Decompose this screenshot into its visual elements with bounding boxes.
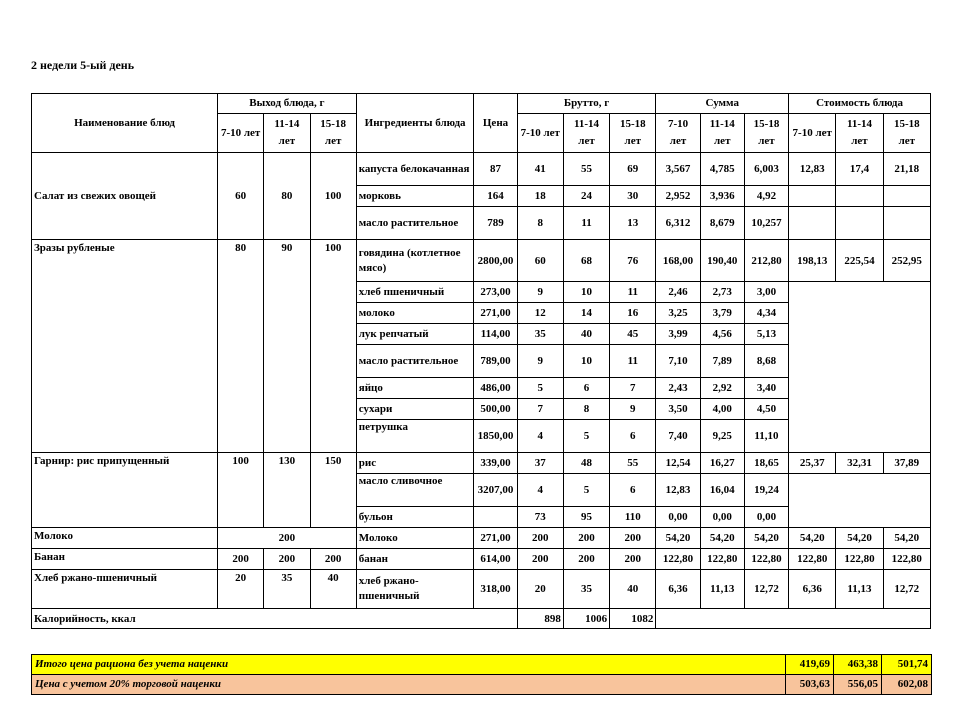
cost-value: 225,54	[836, 240, 883, 282]
calories-row	[32, 609, 931, 629]
total-no-markup-row	[32, 655, 932, 675]
header-dish-name: Наименование блюд	[32, 94, 218, 153]
sum-value: 7,89	[700, 345, 744, 378]
age-yield-11-14: 11-14 лет	[264, 114, 310, 153]
gross-value: 4	[517, 420, 563, 453]
ingredient-name: морковь	[356, 186, 474, 207]
header-row	[32, 94, 931, 114]
gross-value: 35	[563, 570, 609, 609]
sum-value: 12,54	[656, 453, 700, 474]
gross-value: 60	[517, 240, 563, 282]
header-dish-cost: Стоимость блюда	[789, 94, 931, 114]
dish-name: Хлеб ржано-пшеничный	[32, 570, 218, 609]
age-sum-15-18: 15-18 лет	[744, 114, 788, 153]
sum-value: 18,65	[744, 453, 788, 474]
cost-value: 32,31	[836, 453, 883, 474]
sum-value: 16,27	[700, 453, 744, 474]
sum-value: 3,936	[700, 186, 744, 207]
header-yield: Выход блюда, г	[218, 94, 357, 114]
price-value: 87	[474, 153, 517, 186]
cost-value: 54,20	[883, 528, 930, 549]
sum-value: 0,00	[656, 507, 700, 528]
sum-value: 4,92	[744, 186, 788, 207]
sum-value: 3,25	[656, 303, 700, 324]
ingredient-name: масло растительное	[356, 345, 474, 378]
price-value: 1850,00	[474, 420, 517, 453]
empty-cell	[789, 186, 836, 207]
ingredient-name: сухари	[356, 399, 474, 420]
yield-value: 40	[310, 570, 356, 609]
calories-value: 898	[517, 609, 563, 629]
cost-value: 198,13	[789, 240, 836, 282]
sum-value: 2,46	[656, 282, 700, 303]
sum-value: 212,80	[744, 240, 788, 282]
gross-value: 20	[517, 570, 563, 609]
total-no-markup-value: 463,38	[834, 655, 882, 675]
yield-value: 80	[264, 153, 310, 240]
empty-cell	[883, 207, 930, 240]
gross-value: 7	[517, 399, 563, 420]
price-value: 273,00	[474, 282, 517, 303]
ingredient-name: хлеб ржано-пшеничный	[356, 570, 474, 609]
age-yield-15-18: 15-18 лет	[310, 114, 356, 153]
gross-value: 200	[610, 528, 656, 549]
sum-value: 11,10	[744, 420, 788, 453]
gross-value: 5	[563, 474, 609, 507]
calories-label: Калорийность, ккал	[32, 609, 518, 629]
table-row	[32, 453, 931, 474]
ingredient-name: масло растительное	[356, 207, 474, 240]
gross-value: 73	[517, 507, 563, 528]
yield-value: 200	[218, 528, 357, 549]
page-title: 2 недели 5-ый день	[31, 58, 135, 72]
yield-value: 200	[264, 549, 310, 570]
gross-value: 11	[563, 207, 609, 240]
cost-value: 122,80	[883, 549, 930, 570]
empty-cell	[656, 609, 931, 629]
gross-value: 40	[563, 324, 609, 345]
gross-value: 11	[610, 282, 656, 303]
ingredient-name: рис	[356, 453, 474, 474]
price-value: 3207,00	[474, 474, 517, 507]
ingredient-name: хлеб пшеничный	[356, 282, 474, 303]
empty-cell	[836, 186, 883, 207]
sum-value: 8,679	[700, 207, 744, 240]
price-value: 318,00	[474, 570, 517, 609]
sum-value: 190,40	[700, 240, 744, 282]
empty-cell	[836, 207, 883, 240]
sum-value: 5,13	[744, 324, 788, 345]
dish-name: Банан	[32, 549, 218, 570]
age-cost-7-10: 7-10 лет	[789, 114, 836, 153]
total-with-markup-value: 556,05	[834, 675, 882, 695]
sum-value: 4,785	[700, 153, 744, 186]
cost-value: 21,18	[883, 153, 930, 186]
gross-value: 110	[610, 507, 656, 528]
gross-value: 9	[517, 345, 563, 378]
sum-value: 16,04	[700, 474, 744, 507]
sum-value: 2,92	[700, 378, 744, 399]
gross-value: 55	[563, 153, 609, 186]
gross-value: 10	[563, 345, 609, 378]
cost-value: 37,89	[883, 453, 930, 474]
gross-value: 6	[610, 420, 656, 453]
gross-value: 8	[517, 207, 563, 240]
gross-value: 30	[610, 186, 656, 207]
sum-value: 54,20	[744, 528, 788, 549]
price-value: 271,00	[474, 303, 517, 324]
gross-value: 37	[517, 453, 563, 474]
cost-value: 54,20	[836, 528, 883, 549]
ingredient-name: масло сливочное	[356, 474, 474, 507]
empty-cell	[883, 186, 930, 207]
cost-value: 11,13	[836, 570, 883, 609]
sum-value: 54,20	[700, 528, 744, 549]
sum-value: 6,003	[744, 153, 788, 186]
yield-value: 60	[218, 153, 264, 240]
cost-value: 252,95	[883, 240, 930, 282]
yield-value: 100	[310, 153, 356, 240]
yield-value: 130	[264, 453, 310, 528]
total-with-markup-value: 602,08	[882, 675, 932, 695]
gross-value: 45	[610, 324, 656, 345]
sum-value: 122,80	[700, 549, 744, 570]
header-price: Цена	[474, 94, 517, 153]
gross-value: 18	[517, 186, 563, 207]
gross-value: 41	[517, 153, 563, 186]
age-gross-7-10: 7-10 лет	[517, 114, 563, 153]
price-value: 164	[474, 186, 517, 207]
cost-value: 17,4	[836, 153, 883, 186]
gross-value: 95	[563, 507, 609, 528]
empty-cost-block	[789, 282, 931, 453]
empty-cost-block	[789, 474, 931, 528]
cost-value: 12,83	[789, 153, 836, 186]
sum-value: 168,00	[656, 240, 700, 282]
gross-value: 5	[563, 420, 609, 453]
total-no-markup-value: 419,69	[786, 655, 834, 675]
sum-value: 8,68	[744, 345, 788, 378]
gross-value: 13	[610, 207, 656, 240]
age-yield-7-10: 7-10 лет	[218, 114, 264, 153]
dish-name: Молоко	[32, 528, 218, 549]
cost-value: 25,37	[789, 453, 836, 474]
gross-value: 11	[610, 345, 656, 378]
yield-value: 20	[218, 570, 264, 609]
sum-value: 4,56	[700, 324, 744, 345]
gross-value: 10	[563, 282, 609, 303]
gross-value: 68	[563, 240, 609, 282]
age-cost-11-14: 11-14 лет	[836, 114, 883, 153]
price-value: 271,00	[474, 528, 517, 549]
cost-value: 122,80	[789, 549, 836, 570]
ingredient-name: говядина (котлетное мясо)	[356, 240, 474, 282]
sum-value: 12,72	[744, 570, 788, 609]
sum-value: 7,10	[656, 345, 700, 378]
ingredient-name: банан	[356, 549, 474, 570]
calories-value: 1006	[563, 609, 609, 629]
gross-value: 14	[563, 303, 609, 324]
sum-value: 6,312	[656, 207, 700, 240]
calories-value: 1082	[610, 609, 656, 629]
total-no-markup-value: 501,74	[882, 655, 932, 675]
gross-value: 16	[610, 303, 656, 324]
yield-value: 35	[264, 570, 310, 609]
ingredient-name: капуста белокачанная	[356, 153, 474, 186]
sum-value: 12,83	[656, 474, 700, 507]
totals-table	[31, 654, 932, 695]
total-no-markup-label: Итого цена рациона без учета наценки	[32, 655, 786, 675]
yield-value: 90	[264, 240, 310, 453]
ingredient-name: Молоко	[356, 528, 474, 549]
yield-value: 150	[310, 453, 356, 528]
sum-value: 0,00	[700, 507, 744, 528]
gross-value: 6	[610, 474, 656, 507]
ingredient-name: молоко	[356, 303, 474, 324]
cost-value: 12,72	[883, 570, 930, 609]
cost-value: 122,80	[836, 549, 883, 570]
sum-value: 122,80	[744, 549, 788, 570]
gross-value: 12	[517, 303, 563, 324]
yield-value: 80	[218, 240, 264, 453]
sum-value: 3,50	[656, 399, 700, 420]
gross-value: 69	[610, 153, 656, 186]
header-ingredients: Ингредиенты блюда	[356, 94, 474, 153]
table-row	[32, 240, 931, 282]
age-sum-11-14: 11-14 лет	[700, 114, 744, 153]
menu-table	[31, 93, 931, 629]
sum-value: 19,24	[744, 474, 788, 507]
sum-value: 54,20	[656, 528, 700, 549]
dish-name: Салат из свежих овощей	[32, 153, 218, 240]
gross-value: 55	[610, 453, 656, 474]
sum-value: 122,80	[656, 549, 700, 570]
gross-value: 24	[563, 186, 609, 207]
gross-value: 9	[610, 399, 656, 420]
age-cost-15-18: 15-18 лет	[883, 114, 930, 153]
price-value: 614,00	[474, 549, 517, 570]
total-with-markup-row	[32, 675, 932, 695]
ingredient-name: яйцо	[356, 378, 474, 399]
table-row	[32, 549, 931, 570]
yield-value: 200	[310, 549, 356, 570]
gross-value: 48	[563, 453, 609, 474]
sum-value: 2,952	[656, 186, 700, 207]
gross-value: 76	[610, 240, 656, 282]
gross-value: 6	[563, 378, 609, 399]
header-sum: Сумма	[656, 94, 789, 114]
sum-value: 6,36	[656, 570, 700, 609]
age-sum-7-10: 7-10 лет	[656, 114, 700, 153]
ingredient-name: петрушка	[356, 420, 474, 453]
empty-cell	[789, 207, 836, 240]
total-with-markup-label: Цена с учетом 20% торговой наценки	[32, 675, 786, 695]
price-value: 789	[474, 207, 517, 240]
sum-value: 0,00	[744, 507, 788, 528]
sum-value: 2,43	[656, 378, 700, 399]
age-gross-15-18: 15-18 лет	[610, 114, 656, 153]
sum-value: 3,567	[656, 153, 700, 186]
sum-value: 4,34	[744, 303, 788, 324]
sum-value: 3,00	[744, 282, 788, 303]
gross-value: 5	[517, 378, 563, 399]
price-value: 339,00	[474, 453, 517, 474]
sum-value: 3,40	[744, 378, 788, 399]
sum-value: 7,40	[656, 420, 700, 453]
sum-value: 4,50	[744, 399, 788, 420]
sum-value: 3,79	[700, 303, 744, 324]
price-value: 486,00	[474, 378, 517, 399]
yield-value: 200	[218, 549, 264, 570]
ingredient-name: лук репчатый	[356, 324, 474, 345]
gross-value: 200	[517, 528, 563, 549]
price-value: 114,00	[474, 324, 517, 345]
sum-value: 2,73	[700, 282, 744, 303]
price-value	[474, 507, 517, 528]
table-row	[32, 570, 931, 609]
gross-value: 8	[563, 399, 609, 420]
gross-value: 200	[517, 549, 563, 570]
total-with-markup-value: 503,63	[786, 675, 834, 695]
sum-value: 11,13	[700, 570, 744, 609]
header-gross: Брутто, г	[517, 94, 656, 114]
gross-value: 200	[610, 549, 656, 570]
age-gross-11-14: 11-14 лет	[563, 114, 609, 153]
gross-value: 40	[610, 570, 656, 609]
gross-value: 7	[610, 378, 656, 399]
gross-value: 4	[517, 474, 563, 507]
table-row	[32, 528, 931, 549]
dish-name: Гарнир: рис припущенный	[32, 453, 218, 528]
sum-value: 3,99	[656, 324, 700, 345]
gross-value: 9	[517, 282, 563, 303]
price-value: 2800,00	[474, 240, 517, 282]
dish-name: Зразы рубленые	[32, 240, 218, 453]
price-value: 500,00	[474, 399, 517, 420]
table-row	[32, 153, 931, 186]
gross-value: 200	[563, 528, 609, 549]
price-value: 789,00	[474, 345, 517, 378]
ingredient-name: бульон	[356, 507, 474, 528]
cost-value: 54,20	[789, 528, 836, 549]
sum-value: 4,00	[700, 399, 744, 420]
yield-value: 100	[218, 453, 264, 528]
sum-value: 10,257	[744, 207, 788, 240]
cost-value: 6,36	[789, 570, 836, 609]
gross-value: 200	[563, 549, 609, 570]
yield-value: 100	[310, 240, 356, 453]
sum-value: 9,25	[700, 420, 744, 453]
gross-value: 35	[517, 324, 563, 345]
